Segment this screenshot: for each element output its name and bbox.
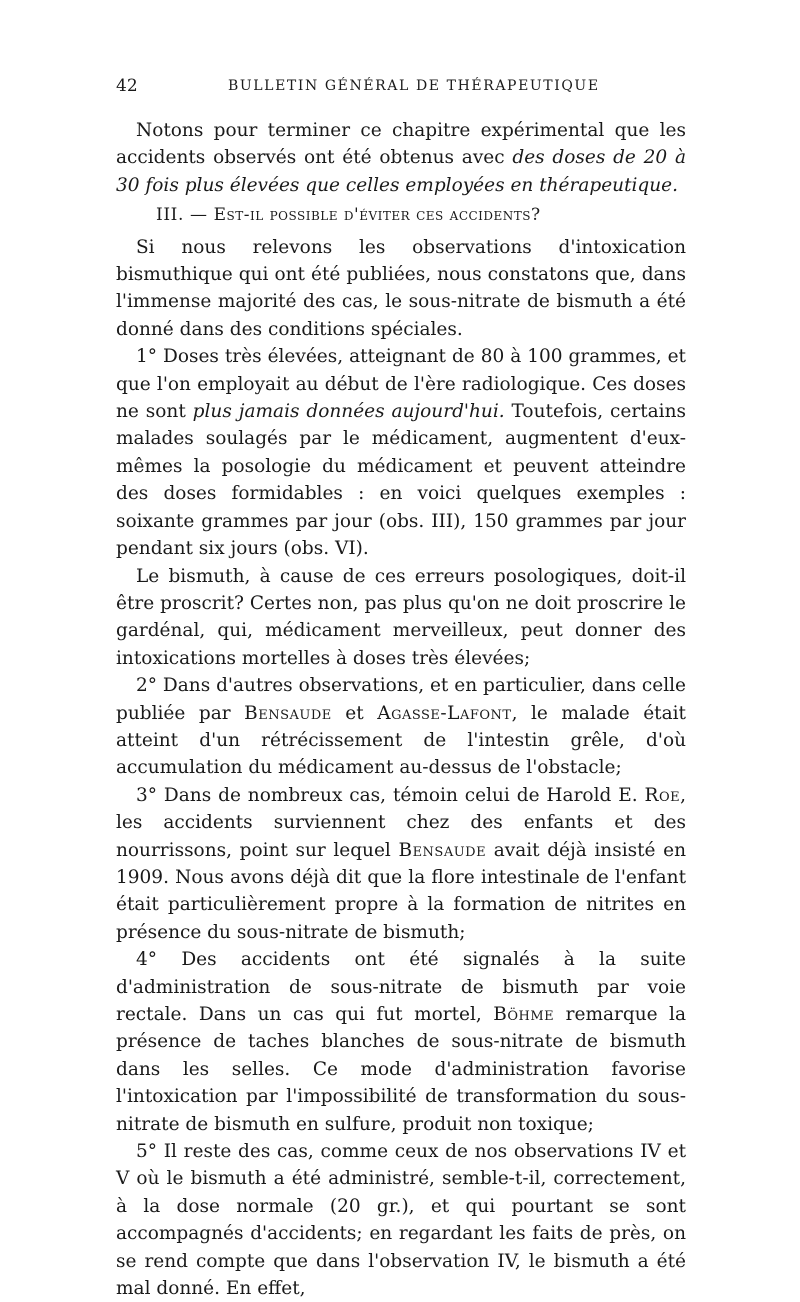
author-bensaude: Bensaude <box>244 702 332 724</box>
item3-mid: , les accidents surviennent chez des enfants et des nourrissons, point sur lequel <box>116 784 686 861</box>
item2-lead: 2° Dans d'autres observations, et en particulier, dans celle publiée par <box>116 675 686 724</box>
item4-rest: remarque la présence de taches blanches de sous-nitrate de bismuth dans les selles. Ce mode d'administration favorise l'intoxication par l'impossibilité de transformation du sous-nitrate de bismuth en sulfure, produit non toxique; <box>116 1004 686 1135</box>
page-number: 42 <box>116 76 138 96</box>
item2-rest: , le malade était atteint d'un rétrécissement de l'intestin grêle, d'où accumulation du médicament au-dessus de l'obstacle; <box>116 702 686 779</box>
author-agasse-lafont: Agasse-Lafont <box>377 702 512 724</box>
item2-and: et <box>331 702 378 724</box>
section-number: III. <box>156 205 184 226</box>
list-item-5: 5° Il reste des cas, comme ceux de nos observations IV et V où le bismuth a été administré, semble-t-il, correctement, à la dose normale (20 gr.), et qui pourtant se sont accompagnés d'accidents; en regardant les faits de près, on se rend compte que dans l'observation IV, le bismuth a été mal donné. En effet, <box>116 1141 686 1300</box>
item3-lead: 3° Dans de nombreux cas, témoin celui de Harold E. <box>136 784 645 806</box>
item1-lead: 1° Doses très élevées, atteignant de 80 à 100 grammes, et que l'on employait au début de l'ère radiologique. Ces doses ne sont <box>116 346 686 423</box>
item3-rest: avait déjà insisté en 1909. Nous avons déjà dit que la flore intestinale de l'enfant était particulièrement propre à la formation de nitrites en présence du sous-nitrate de bismuth; <box>116 839 686 943</box>
list-item-3 <box>116 782 686 946</box>
author-bensaude-2: Bensaude <box>398 839 487 861</box>
list-item-1 <box>116 343 686 562</box>
intro-emphasis: des doses de 20 à 30 fois plus élevées que celles employées en thérapeutique. <box>116 147 686 196</box>
section-dash: — <box>189 205 208 226</box>
body-text <box>116 117 686 1302</box>
intro-paragraph <box>116 117 686 199</box>
list-item-4 <box>116 946 686 1138</box>
section-title: Est-il possible d'éviter ces accidents? <box>213 205 541 226</box>
author-bohme: Böhme <box>493 1004 555 1025</box>
paragraph-observations: Si nous relevons les observations d'intoxication bismuthique qui ont été publiées, nous constatons que, dans l'immense majorité des cas, le sous-nitrate de bismuth a été donné dans des conditions spéciales. <box>116 236 686 340</box>
paragraph-bismuth: Le bismuth, à cause de ces erreurs posologiques, doit-il être proscrit? Certes non, pas plus qu'on ne doit proscrire le gardénal, qui, médicament merveilleux, peut donner des intoxications mortelles à doses très élevées; <box>116 565 686 669</box>
item1-rest: Toutefois, certains malades soulagés par le médicament, augmentent d'eux-mêmes la posologie du médicament et peuvent atteindre des doses formidables : en voici quelques exemples : soixante grammes par jour (obs. III), 150 grammes par jour pendant six jours (obs. VI). <box>116 401 686 560</box>
list-item-2 <box>116 672 686 782</box>
running-title: BULLETIN GÉNÉRAL DE THÉRAPEUTIQUE <box>228 78 600 94</box>
page-header <box>116 76 686 102</box>
item4-lead: 4° Des accidents ont été signalés à la suite d'administration de sous-nitrate de bismuth par voie rectale. Dans un cas qui fut mortel, <box>116 949 686 1025</box>
section-heading <box>116 202 686 229</box>
author-roe: Roe <box>644 784 681 806</box>
intro-text: Notons pour terminer ce chapitre expérimental que les accidents observés ont été obtenus avec <box>116 120 686 169</box>
item1-emphasis: plus jamais données aujourd'hui. <box>192 401 505 423</box>
